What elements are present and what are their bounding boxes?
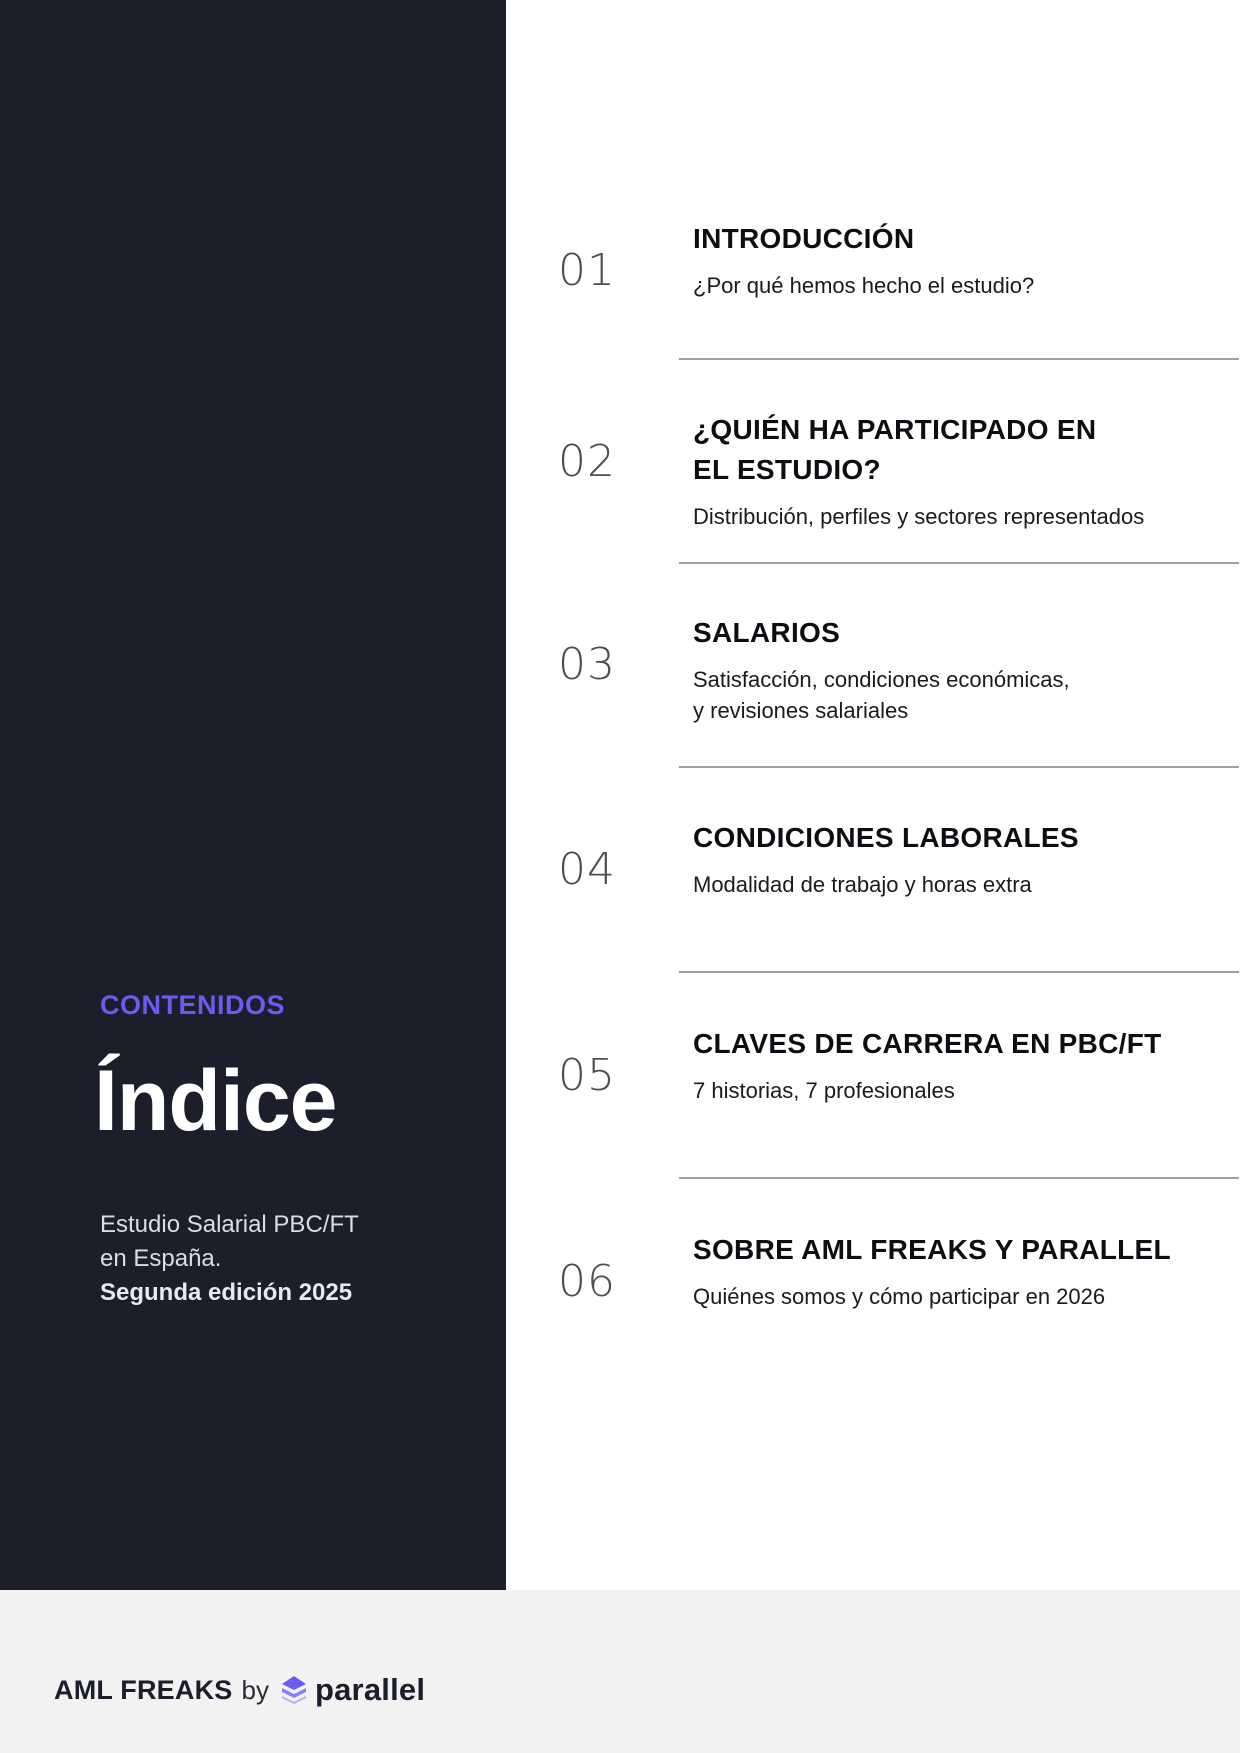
- toc-heading-line-2: EL ESTUDIO?: [693, 454, 881, 485]
- brand-parallel: parallel: [314, 1672, 426, 1707]
- toc-divider: [679, 971, 1239, 973]
- brand-by: by: [241, 1674, 269, 1705]
- brand-aml-freaks: AML FREAKS: [54, 1674, 233, 1705]
- toc-description: 7 historias, 7 profesionales: [693, 1078, 955, 1103]
- toc-description: Modalidad de trabajo y horas extra: [693, 872, 1032, 897]
- toc-heading: SALARIOS: [693, 617, 841, 648]
- sidebar-panel: [0, 0, 506, 1590]
- toc-heading: CONDICIONES LABORALES: [693, 822, 1079, 853]
- toc-heading: CLAVES DE CARRERA EN PBC/FT: [693, 1028, 1162, 1059]
- toc-divider: [679, 766, 1239, 768]
- toc-number: 03: [558, 639, 616, 690]
- subtitle-line-2: en España.: [100, 1245, 222, 1272]
- report-subtitle: [100, 1208, 359, 1310]
- toc-number: 01: [558, 245, 616, 296]
- page-footer: [0, 1590, 1240, 1753]
- toc-description-line-2: y revisiones salariales: [693, 698, 909, 723]
- parallel-logo-icon: [279, 1675, 309, 1705]
- toc-description-line-1: Satisfacción, condiciones económicas,: [693, 667, 1070, 692]
- toc-heading-line-1: ¿QUIÉN HA PARTICIPADO EN: [693, 414, 1097, 445]
- toc-divider: [679, 1177, 1239, 1179]
- toc-description: Quiénes somos y cómo participar en 2026: [693, 1284, 1106, 1309]
- brand-lockup: [54, 1670, 425, 1710]
- toc-heading: INTRODUCCIÓN: [693, 223, 915, 254]
- toc-description: Distribución, perfiles y sectores representados: [693, 504, 1145, 529]
- toc-heading: SOBRE AML FREAKS Y PARALLEL: [693, 1234, 1171, 1265]
- toc-description: [693, 664, 1233, 726]
- toc-number: 05: [558, 1050, 616, 1101]
- toc-divider: [679, 562, 1239, 564]
- toc-description: ¿Por qué hemos hecho el estudio?: [693, 273, 1035, 298]
- toc-number: 04: [558, 844, 616, 895]
- edition-label: Segunda edición 2025: [100, 1279, 353, 1306]
- table-of-contents: [506, 0, 1240, 1590]
- toc-divider: [679, 358, 1239, 360]
- page-title: Índice: [94, 1053, 337, 1149]
- toc-number: 02: [558, 436, 616, 487]
- section-label: CONTENIDOS: [100, 990, 286, 1020]
- toc-heading: [693, 410, 1213, 490]
- subtitle-line-1: Estudio Salarial PBC/FT: [100, 1211, 359, 1238]
- toc-number: 06: [558, 1256, 616, 1307]
